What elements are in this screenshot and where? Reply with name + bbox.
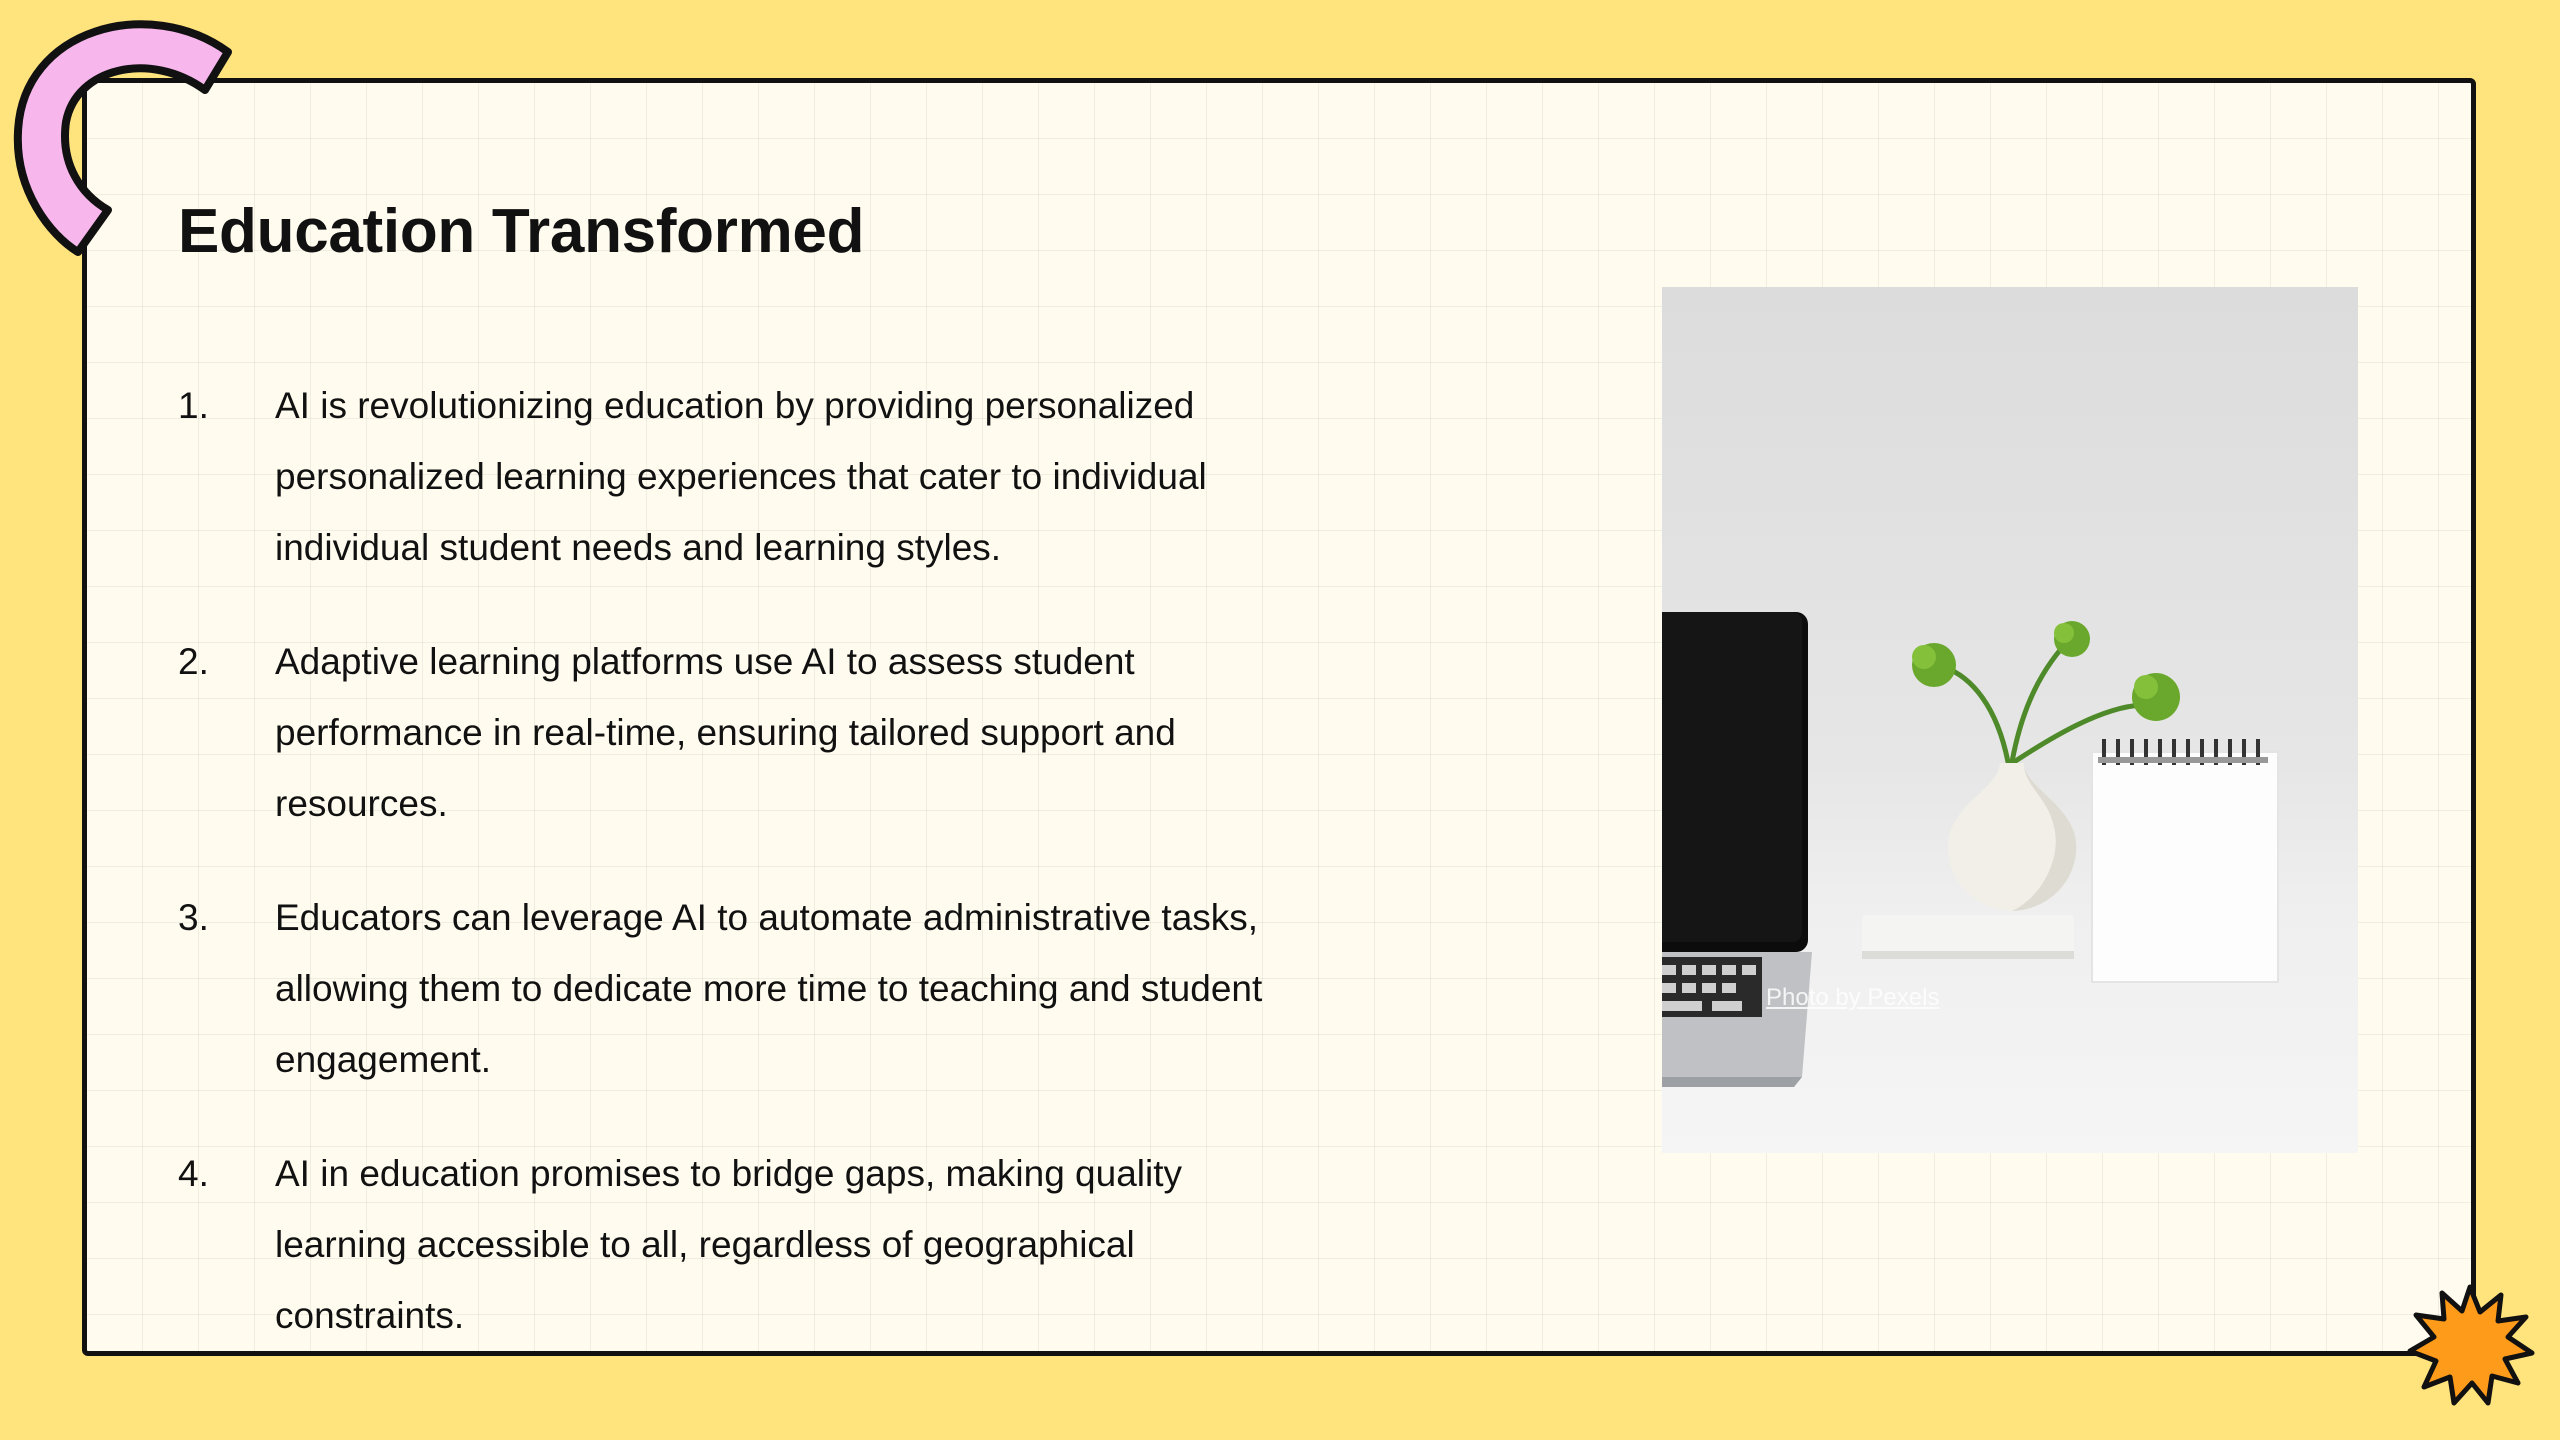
list-number: 2. [178, 641, 209, 682]
list-number: 4. [178, 1153, 209, 1194]
list-item [178, 626, 1308, 839]
starburst-icon [2400, 1275, 2540, 1415]
slide-photo[interactable] [1662, 287, 2358, 1153]
list-text: Adaptive learning platforms use AI to assess student performance in real-time, ensuring tailored support and resources. [275, 641, 1176, 824]
list-text: AI in education promises to bridge gaps, making quality learning accessible to all, regardless of geographical constraints. [275, 1153, 1183, 1336]
list-item [178, 882, 1308, 1095]
photo-credit-link[interactable]: Photo by Pexels [1766, 984, 1940, 1011]
list-number: 3. [178, 897, 209, 938]
list-number: 1. [178, 385, 209, 426]
slide-title: Education Transformed [178, 197, 865, 266]
bullet-list [178, 370, 1308, 1394]
desk-scene-image [1662, 287, 2358, 1153]
list-item [178, 370, 1308, 583]
list-text: Educators can leverage AI to automate administrative tasks, allowing them to dedicate more time to teaching and student engagement. [275, 897, 1263, 1080]
list-item [178, 1138, 1308, 1351]
list-text: AI is revolutionizing education by providing personalized personalized learning experiences that cater to individual individual student needs and learning styles. [275, 385, 1207, 568]
